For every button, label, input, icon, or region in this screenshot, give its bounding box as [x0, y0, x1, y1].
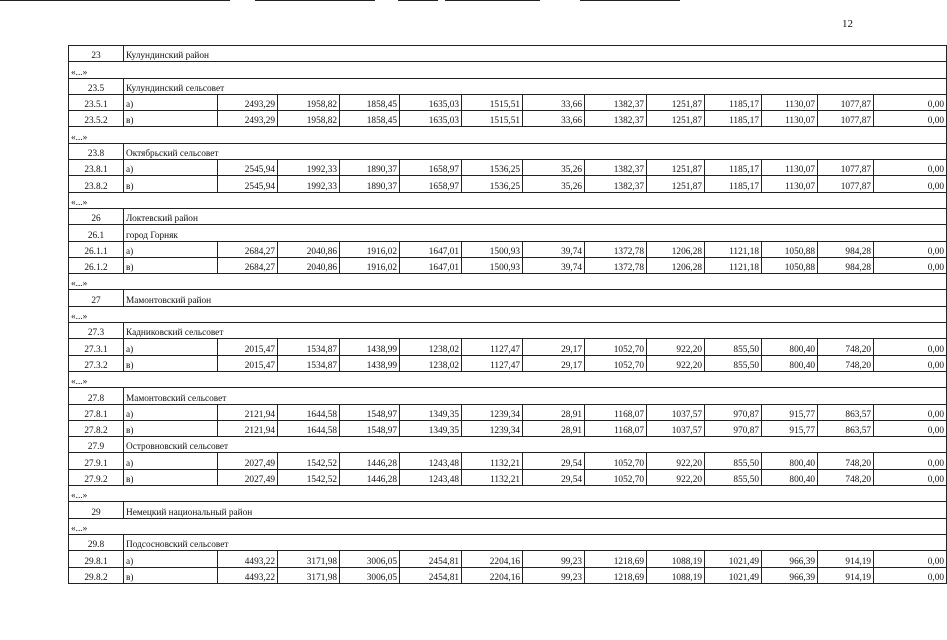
value-cell: 1536,25 — [462, 176, 523, 192]
value-cell: 922,20 — [647, 453, 705, 469]
row-code: 29 — [69, 502, 124, 518]
table-row — [69, 111, 947, 127]
value-cell: 1243,48 — [400, 453, 462, 469]
value-cell: 800,40 — [762, 453, 818, 469]
table-row — [69, 486, 947, 502]
value-cell: 855,50 — [705, 339, 762, 355]
value-cell: 0,00 — [874, 339, 947, 355]
value-cell: 1088,19 — [647, 567, 705, 583]
ellipsis-cell: «...» — [69, 486, 947, 502]
value-cell: 1239,34 — [462, 404, 523, 420]
value-cell: 915,77 — [762, 404, 818, 420]
row-label: а) — [124, 404, 218, 420]
value-cell: 1446,28 — [340, 469, 400, 485]
value-cell: 2040,86 — [278, 257, 340, 273]
value-cell: 748,20 — [818, 339, 874, 355]
value-cell: 0,00 — [874, 355, 947, 371]
value-cell: 39,74 — [523, 257, 585, 273]
tariff-table — [68, 45, 947, 584]
value-cell: 1218,69 — [585, 567, 647, 583]
value-cell: 4493,22 — [218, 567, 278, 583]
value-cell: 1515,51 — [462, 111, 523, 127]
table-row — [69, 453, 947, 469]
value-cell: 2204,16 — [462, 567, 523, 583]
value-cell: 1644,58 — [278, 404, 340, 420]
value-cell: 2493,29 — [218, 94, 278, 110]
table-row — [69, 176, 947, 192]
value-cell: 35,26 — [523, 176, 585, 192]
value-cell: 1088,19 — [647, 551, 705, 567]
table-row — [69, 225, 947, 241]
table-row — [69, 339, 947, 355]
value-cell: 1542,52 — [278, 469, 340, 485]
value-cell: 1382,37 — [585, 111, 647, 127]
value-cell: 1916,02 — [340, 241, 400, 257]
row-code: 26.1.2 — [69, 257, 124, 273]
row-code: 27.3.1 — [69, 339, 124, 355]
row-code: 27.8.1 — [69, 404, 124, 420]
value-cell: 99,23 — [523, 567, 585, 583]
value-cell: 1168,07 — [585, 420, 647, 436]
row-code: 26.1 — [69, 225, 124, 241]
value-cell: 1534,87 — [278, 339, 340, 355]
value-cell: 1992,33 — [278, 160, 340, 176]
value-cell: 1077,87 — [818, 111, 874, 127]
table-row — [69, 404, 947, 420]
value-cell: 2545,94 — [218, 160, 278, 176]
row-code: 27.9.1 — [69, 453, 124, 469]
row-code: 27.9.2 — [69, 469, 124, 485]
value-cell: 0,00 — [874, 111, 947, 127]
value-cell: 1658,97 — [400, 176, 462, 192]
value-cell: 984,28 — [818, 241, 874, 257]
table-row — [69, 388, 947, 404]
value-cell: 1644,58 — [278, 420, 340, 436]
value-cell: 1349,35 — [400, 404, 462, 420]
group-title: Подсосновский сельсовет — [124, 534, 947, 550]
value-cell: 1251,87 — [647, 176, 705, 192]
value-cell: 915,77 — [762, 420, 818, 436]
table-row — [69, 290, 947, 306]
value-cell: 1127,47 — [462, 339, 523, 355]
value-cell: 1021,49 — [705, 567, 762, 583]
ellipsis-cell: «...» — [69, 127, 947, 143]
value-cell: 0,00 — [874, 469, 947, 485]
table-row — [69, 46, 947, 62]
value-cell: 2027,49 — [218, 469, 278, 485]
value-cell: 748,20 — [818, 355, 874, 371]
value-cell: 1438,99 — [340, 339, 400, 355]
table-row — [69, 420, 947, 436]
value-cell: 35,26 — [523, 160, 585, 176]
top-rule-5 — [580, 0, 680, 1]
table-row — [69, 257, 947, 273]
value-cell: 0,00 — [874, 257, 947, 273]
value-cell: 914,19 — [818, 567, 874, 583]
value-cell: 29,54 — [523, 469, 585, 485]
group-title: Кулундинский район — [124, 46, 947, 62]
value-cell: 1536,25 — [462, 160, 523, 176]
value-cell: 922,20 — [647, 355, 705, 371]
value-cell: 863,57 — [818, 420, 874, 436]
value-cell: 0,00 — [874, 453, 947, 469]
value-cell: 3171,98 — [278, 567, 340, 583]
group-title: Мамонтовский район — [124, 290, 947, 306]
value-cell: 1238,02 — [400, 339, 462, 355]
value-cell: 1372,78 — [585, 257, 647, 273]
value-cell: 2454,81 — [400, 551, 462, 567]
value-cell: 1500,93 — [462, 257, 523, 273]
value-cell: 4493,22 — [218, 551, 278, 567]
value-cell: 1890,37 — [340, 176, 400, 192]
row-label: в) — [124, 176, 218, 192]
table-row — [69, 94, 947, 110]
ellipsis-cell: «...» — [69, 371, 947, 387]
value-cell: 1037,57 — [647, 420, 705, 436]
value-cell: 1992,33 — [278, 176, 340, 192]
table-row — [69, 355, 947, 371]
value-cell: 1500,93 — [462, 241, 523, 257]
table-row — [69, 567, 947, 583]
value-cell: 1239,34 — [462, 420, 523, 436]
table-row — [69, 78, 947, 94]
value-cell: 2027,49 — [218, 453, 278, 469]
top-rule-1 — [0, 0, 230, 1]
value-cell: 1077,87 — [818, 94, 874, 110]
row-label: в) — [124, 469, 218, 485]
table-row — [69, 551, 947, 567]
group-title: Мамонтовский сельсовет — [124, 388, 947, 404]
value-cell: 855,50 — [705, 355, 762, 371]
value-cell: 0,00 — [874, 420, 947, 436]
table-row — [69, 323, 947, 339]
value-cell: 2015,47 — [218, 339, 278, 355]
ellipsis-cell: «...» — [69, 192, 947, 208]
value-cell: 1958,82 — [278, 111, 340, 127]
row-label: а) — [124, 160, 218, 176]
value-cell: 922,20 — [647, 339, 705, 355]
value-cell: 1890,37 — [340, 160, 400, 176]
value-cell: 0,00 — [874, 567, 947, 583]
value-cell: 1185,17 — [705, 111, 762, 127]
row-code: 27.9 — [69, 437, 124, 453]
value-cell: 1446,28 — [340, 453, 400, 469]
value-cell: 29,54 — [523, 453, 585, 469]
row-code: 27 — [69, 290, 124, 306]
value-cell: 2121,94 — [218, 420, 278, 436]
value-cell: 1206,28 — [647, 257, 705, 273]
value-cell: 0,00 — [874, 176, 947, 192]
value-cell: 748,20 — [818, 453, 874, 469]
value-cell: 1050,88 — [762, 241, 818, 257]
value-cell: 1534,87 — [278, 355, 340, 371]
value-cell: 0,00 — [874, 404, 947, 420]
value-cell: 0,00 — [874, 160, 947, 176]
value-cell: 1185,17 — [705, 160, 762, 176]
table-row — [69, 208, 947, 224]
group-title: Кулундинский сельсовет — [124, 78, 947, 94]
top-rule-2 — [255, 0, 375, 1]
value-cell: 748,20 — [818, 469, 874, 485]
group-title: Октябрьский сельсовет — [124, 143, 947, 159]
table-row — [69, 518, 947, 534]
value-cell: 1168,07 — [585, 404, 647, 420]
table-row — [69, 241, 947, 257]
value-cell: 1132,21 — [462, 453, 523, 469]
row-code: 29.8 — [69, 534, 124, 550]
row-label: а) — [124, 339, 218, 355]
value-cell: 1372,78 — [585, 241, 647, 257]
value-cell: 1077,87 — [818, 160, 874, 176]
value-cell: 29,17 — [523, 355, 585, 371]
value-cell: 1916,02 — [340, 257, 400, 273]
value-cell: 1251,87 — [647, 160, 705, 176]
value-cell: 3006,05 — [340, 567, 400, 583]
value-cell: 1382,37 — [585, 94, 647, 110]
value-cell: 0,00 — [874, 241, 947, 257]
value-cell: 1243,48 — [400, 469, 462, 485]
value-cell: 1185,17 — [705, 176, 762, 192]
row-label: в) — [124, 355, 218, 371]
value-cell: 800,40 — [762, 339, 818, 355]
table-row — [69, 143, 947, 159]
value-cell: 966,39 — [762, 567, 818, 583]
row-label: а) — [124, 551, 218, 567]
value-cell: 33,66 — [523, 94, 585, 110]
group-title: Немецкий национальный район — [124, 502, 947, 518]
row-label: в) — [124, 420, 218, 436]
row-label: а) — [124, 453, 218, 469]
value-cell: 2454,81 — [400, 567, 462, 583]
row-code: 23.8.1 — [69, 160, 124, 176]
row-code: 23.8.2 — [69, 176, 124, 192]
value-cell: 28,91 — [523, 404, 585, 420]
value-cell: 2121,94 — [218, 404, 278, 420]
value-cell: 1130,07 — [762, 176, 818, 192]
row-code: 26.1.1 — [69, 241, 124, 257]
row-label: в) — [124, 257, 218, 273]
value-cell: 855,50 — [705, 453, 762, 469]
table-row — [69, 502, 947, 518]
row-code: 27.3 — [69, 323, 124, 339]
value-cell: 984,28 — [818, 257, 874, 273]
value-cell: 914,19 — [818, 551, 874, 567]
ellipsis-cell: «...» — [69, 306, 947, 322]
value-cell: 28,91 — [523, 420, 585, 436]
row-label: а) — [124, 241, 218, 257]
value-cell: 1185,17 — [705, 94, 762, 110]
row-label: в) — [124, 567, 218, 583]
ellipsis-cell: «...» — [69, 62, 947, 78]
value-cell: 1121,18 — [705, 241, 762, 257]
value-cell: 1349,35 — [400, 420, 462, 436]
value-cell: 2040,86 — [278, 241, 340, 257]
value-cell: 966,39 — [762, 551, 818, 567]
value-cell: 1121,18 — [705, 257, 762, 273]
table-row — [69, 127, 947, 143]
row-code: 29.8.1 — [69, 551, 124, 567]
value-cell: 1052,70 — [585, 355, 647, 371]
value-cell: 2493,29 — [218, 111, 278, 127]
value-cell: 2015,47 — [218, 355, 278, 371]
row-label: а) — [124, 94, 218, 110]
row-code: 23.8 — [69, 143, 124, 159]
value-cell: 1050,88 — [762, 257, 818, 273]
value-cell: 39,74 — [523, 241, 585, 257]
value-cell: 855,50 — [705, 469, 762, 485]
table-row — [69, 371, 947, 387]
row-code: 29.8.2 — [69, 567, 124, 583]
table-row — [69, 192, 947, 208]
value-cell: 1438,99 — [340, 355, 400, 371]
row-code: 27.8 — [69, 388, 124, 404]
value-cell: 1077,87 — [818, 176, 874, 192]
value-cell: 800,40 — [762, 355, 818, 371]
value-cell: 1130,07 — [762, 94, 818, 110]
value-cell: 1647,01 — [400, 257, 462, 273]
table-row — [69, 306, 947, 322]
value-cell: 1251,87 — [647, 94, 705, 110]
table-body — [69, 46, 947, 584]
row-code: 23 — [69, 46, 124, 62]
value-cell: 1647,01 — [400, 241, 462, 257]
table-row — [69, 160, 947, 176]
value-cell: 1052,70 — [585, 339, 647, 355]
row-code: 27.8.2 — [69, 420, 124, 436]
value-cell: 1052,70 — [585, 453, 647, 469]
value-cell: 1858,45 — [340, 94, 400, 110]
value-cell: 2684,27 — [218, 241, 278, 257]
value-cell: 2684,27 — [218, 257, 278, 273]
value-cell: 800,40 — [762, 469, 818, 485]
value-cell: 1130,07 — [762, 111, 818, 127]
table-row — [69, 274, 947, 290]
value-cell: 1542,52 — [278, 453, 340, 469]
group-title: Кадниковский сельсовет — [124, 323, 947, 339]
value-cell: 3171,98 — [278, 551, 340, 567]
value-cell: 1052,70 — [585, 469, 647, 485]
value-cell: 1132,21 — [462, 469, 523, 485]
value-cell: 1130,07 — [762, 160, 818, 176]
table-row — [69, 62, 947, 78]
value-cell: 922,20 — [647, 469, 705, 485]
row-code: 23.5.1 — [69, 94, 124, 110]
value-cell: 0,00 — [874, 94, 947, 110]
value-cell: 1548,97 — [340, 404, 400, 420]
value-cell: 1858,45 — [340, 111, 400, 127]
row-code: 23.5.2 — [69, 111, 124, 127]
table-row — [69, 469, 947, 485]
value-cell: 29,17 — [523, 339, 585, 355]
group-title: Локтевский район — [124, 208, 947, 224]
top-rule-4 — [445, 0, 540, 1]
value-cell: 1127,47 — [462, 355, 523, 371]
value-cell: 1635,03 — [400, 94, 462, 110]
value-cell: 1658,97 — [400, 160, 462, 176]
value-cell: 1206,28 — [647, 241, 705, 257]
value-cell: 1251,87 — [647, 111, 705, 127]
value-cell: 1382,37 — [585, 176, 647, 192]
value-cell: 1635,03 — [400, 111, 462, 127]
top-rule-3 — [398, 0, 438, 1]
value-cell: 3006,05 — [340, 551, 400, 567]
value-cell: 863,57 — [818, 404, 874, 420]
value-cell: 1382,37 — [585, 160, 647, 176]
value-cell: 1548,97 — [340, 420, 400, 436]
value-cell: 0,00 — [874, 551, 947, 567]
value-cell: 33,66 — [523, 111, 585, 127]
value-cell: 970,87 — [705, 404, 762, 420]
table-row — [69, 437, 947, 453]
group-title: Островновский сельсовет — [124, 437, 947, 453]
row-label: в) — [124, 111, 218, 127]
row-code: 26 — [69, 208, 124, 224]
row-code: 23.5 — [69, 78, 124, 94]
value-cell: 1218,69 — [585, 551, 647, 567]
value-cell: 2204,16 — [462, 551, 523, 567]
group-title: город Горняк — [124, 225, 947, 241]
value-cell: 2545,94 — [218, 176, 278, 192]
value-cell: 1515,51 — [462, 94, 523, 110]
value-cell: 99,23 — [523, 551, 585, 567]
ellipsis-cell: «...» — [69, 518, 947, 534]
value-cell: 1037,57 — [647, 404, 705, 420]
ellipsis-cell: «...» — [69, 274, 947, 290]
page-number: 12 — [842, 18, 853, 30]
table-row — [69, 534, 947, 550]
value-cell: 970,87 — [705, 420, 762, 436]
value-cell: 1021,49 — [705, 551, 762, 567]
row-code: 27.3.2 — [69, 355, 124, 371]
value-cell: 1238,02 — [400, 355, 462, 371]
value-cell: 1958,82 — [278, 94, 340, 110]
